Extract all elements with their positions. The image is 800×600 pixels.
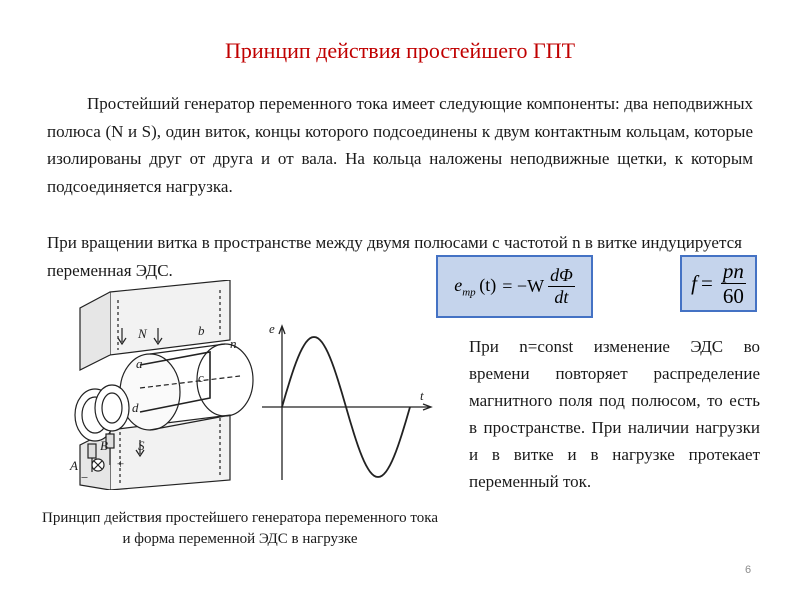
label-plus: + [116, 456, 125, 471]
frequency-formula [680, 255, 757, 312]
frequency-numerator: pn [722, 258, 744, 283]
graph-label-t: t [420, 388, 424, 403]
slide-title: Принцип действия простейшего ГПТ [224, 38, 576, 63]
constant-speed-paragraph: При n=const изменение ЭДС во времени повторяет распределение магнитного поля под полюсом, то есть в пространстве. При наличии нагрузки и в витке и в нагрузке протекает переменный ток. [469, 337, 760, 491]
figure-caption: Принцип действия простейшего генератора переменного тока и форма переменной ЭДС в нагрузке [41, 510, 439, 547]
label-brush-a: A [70, 458, 78, 473]
page-number: 6 [744, 564, 752, 576]
generator-figure [40, 280, 435, 490]
emf-equals: = −W [502, 276, 545, 296]
label-pole-n: N [138, 326, 147, 341]
frequency-fraction [721, 259, 746, 308]
label-coil-a: a [136, 356, 143, 371]
emf-fraction [548, 265, 575, 307]
label-brush-b: B [100, 438, 108, 453]
rotation-paragraph: При вращении витка в пространстве между двумя полюсами с частотой n в витке индуцируется переменная ЭДС. [47, 233, 742, 280]
label-coil-b: b [198, 323, 205, 338]
generator-diagram [75, 280, 253, 490]
label-pole-s: S [138, 438, 145, 453]
label-rotation-n: n [230, 336, 237, 351]
emf-formula [436, 255, 593, 318]
label-minus: − [80, 470, 89, 485]
label-coil-c: c [198, 370, 204, 385]
frequency-denominator: 60 [722, 284, 744, 308]
frequency-lhs: f [691, 271, 697, 295]
intro-paragraph [47, 90, 753, 200]
emf-numerator: dΦ [550, 265, 573, 286]
frequency-equals: = [701, 271, 713, 295]
emf-waveform-graph [262, 326, 431, 480]
emf-lhs: $e_{тр}$ (t) [454, 274, 497, 299]
emf-denominator: dt [554, 287, 569, 307]
intro-paragraph-text: Простейший генератор переменного тока имеет следующие компоненты: два неподвижных полюса (N и S), один виток, концы которого подсоединены к двум контактным кольцам, которые изолированы друг от друга и от вала. На кольца наложены неподвижные щетки, к которым подсоединяется нагрузка. [47, 94, 753, 196]
label-coil-d: d [132, 400, 139, 415]
graph-label-e: e [269, 321, 275, 336]
